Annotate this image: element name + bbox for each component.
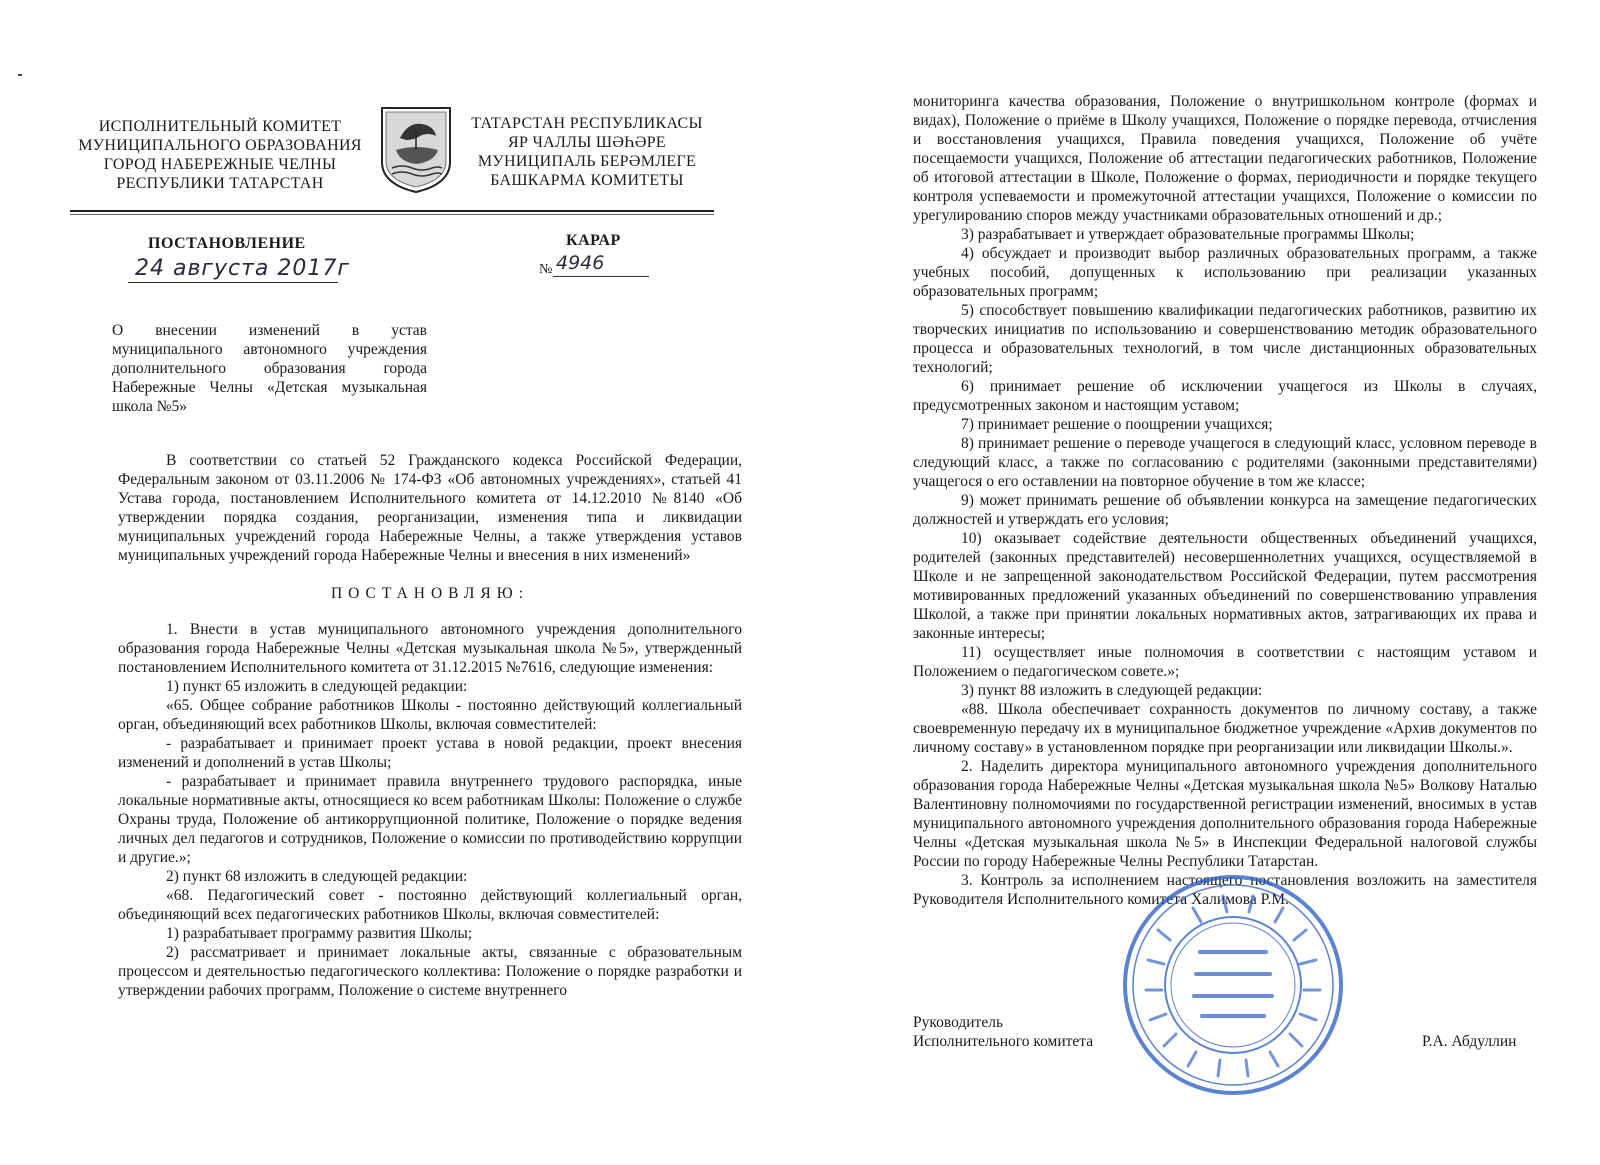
paragraph: мониторинга качества образования, Положение о внутришкольном контроле (формах и видах), Положение о приёме в Школу учащихся, Положение о порядке перевода, отчисления и восстановления учащихся, Правила поведения учащихся, Положение об учёте посещаемости учащихся, Положение об аттестации педагогических работников, Положение об итоговой аттестации в Школе, Положение о формах, периодичности и порядке текущего контроля успеваемости и промежуточной аттестации учащихся, Положение о комиссии по урегулированию споров между участниками образовательных отношений и др.; (913, 93, 1537, 224)
decree-subject: О внесении изменений в устав муниципального автономного учреждения дополнительного образования города Набережные Челны «Детская музыкальная школа №5» (112, 322, 427, 415)
date-underline (128, 282, 338, 283)
header-ru-line: РЕСПУБЛИКИ ТАТАРСТАН (116, 175, 324, 192)
signature-role-line2: Исполнительного комитета (913, 1033, 1094, 1050)
paragraph: - разрабатывает и принимает проект устава в новой редакции, проект внесения изменений и дополнений в устав Школы; (118, 735, 742, 771)
header-tatar (462, 114, 712, 190)
decree-date: 24 августа 2017г (135, 256, 350, 281)
paragraph: 11) осуществляет иные полномочия в соответствии с настоящим уставом и Положением о педагогическом совете.»; (913, 644, 1537, 680)
paragraph: «88. Школа обеспечивает сохранность документов по личному составу, а также своевременную передачу их в муниципальное бюджетное учреждение «Архив документов по личному составу» в установленном порядке при реорганизации или ликвидации Школы.». (913, 701, 1537, 756)
paragraph: «68. Педагогический совет - постоянно действующий коллегиальный орган, объединяющий всех педагогических работников Школы, включая совместителей: (118, 887, 742, 923)
scan-speck (18, 74, 22, 76)
coat-of-arms-icon (378, 104, 454, 194)
header-tt-line: МУНИЦИПАЛЬ БЕРӘМЛЕГЕ (477, 153, 697, 170)
decree-title-ru: ПОСТАНОВЛЕНИЕ (148, 235, 306, 252)
header-rule-thick (70, 210, 714, 212)
header-ru-line: ГОРОД НАБЕРЕЖНЫЕ ЧЕЛНЫ (103, 156, 337, 173)
paragraph: 2. Наделить директора муниципального автономного учреждения дополнительного образования города Набережные Челны «Детская музыкальная школа №5» Волкову Наталью Валентиновну полномочиями по государственной регистрации изменений, вносимых в устав муниципального автономного учреждения дополнительного образования города Набережные Челны «Детская музыкальная школа №5» в Инспекции Федеральной налоговой службы России по городу Набережные Челны Республики Татарстан. (913, 758, 1537, 870)
official-stamp-icon (1118, 870, 1348, 1100)
paragraph: 7) принимает решение о поощрении учащихся; (961, 416, 1273, 433)
paragraph: - разрабатывает и принимает правила внутреннего трудового распорядка, иные локальные нормативные акты, относящиеся ко всем работникам Школы: Положение о службе Охраны труда, Положение об антикоррупционной политике, Положение о порядке ведения личных дел педагогов и сотрудников, Положение о комиссии по противодействию коррупции и другие.»; (118, 773, 742, 866)
preamble: В соответствии со статьей 52 Гражданского кодекса Российской Федерации, Федеральным законом от 03.11.2006 № 174-ФЗ «Об автономных учреждениях», статьей 41 Устава города, постановлением Исполнительного комитета от 14.12.2010 №8140 «Об утверждении порядка создания, реорганизации, изменения типа и ликвидации муниципальных учреждений города Набережные Челны, а также утверждения уставов муниципальных учреждений города Набережные Челны и внесения в них изменений» (118, 452, 742, 564)
header-ru-line: ИСПОЛНИТЕЛЬНЫЙ КОМИТЕТ (98, 118, 342, 135)
signature-role-line1: Руководитель (913, 1014, 1004, 1031)
signature-name: Р.А. Абдуллин (1422, 1033, 1517, 1050)
left-body (118, 451, 742, 1000)
paragraph: 3) пункт 88 изложить в следующей редакции: (961, 682, 1263, 699)
paragraph: 10) оказывает содействие деятельности общественных объединений учащихся, родителей (законных представителей) несовершеннолетних учащихся, осуществляемой в Школе и не запрещенной законодательством Российской Федерации, путем рассмотрения мотивированных предложений указанных объединений по совершенствованию управления Школой, а также при принятии локальных нормативных актов, затрагивающих их права и законные интересы; (913, 530, 1537, 642)
paragraph: 3. Контроль за исполнением настоящего постановления возложить на заместителя Руководителя Исполнительного комитета Халимова Р.М. (913, 872, 1537, 908)
paragraph: 2) пункт 68 изложить в следующей редакции: (166, 868, 468, 885)
decree-number: 4946 (556, 252, 605, 274)
header-russian (70, 117, 370, 193)
decree-title-tt: КАРАР (566, 232, 621, 249)
header-tt-line: ЯР ЧАЛЛЫ ШӘҺӘРЕ (508, 134, 666, 151)
header-tt-line: БАШКАРМА КОМИТЕТЫ (490, 172, 684, 189)
paragraph: 4) обсуждает и производит выбор различных образовательных программ, а также учебных пособий, допущенных к использованию при реализации указанных образовательных программ; (913, 245, 1537, 300)
paragraph: 2) рассматривает и принимает локальные акты, связанные с образовательным процессом и деятельностью педагогического коллектива: Положение о порядке разработки и утверждении рабочих программ, Положение о системе внутреннего (118, 944, 742, 999)
paragraph: 1) пункт 65 изложить в следующей редакции: (166, 678, 468, 695)
paragraph: 9) может принимать решение об объявлении конкурса на замещение педагогических должностей и утверждать его условия; (913, 492, 1537, 528)
paragraph: 5) способствует повышению квалификации педагогических работников, развитию их творческих инициатив по использованию и совершенствованию методик образовательного процесса и образовательных технологий, в том числе дистанционных образовательных технологий; (913, 302, 1537, 376)
header-rule-thin (70, 214, 714, 215)
right-body (913, 92, 1537, 909)
header-ru-line: МУНИЦИПАЛЬНОГО ОБРАЗОВАНИЯ (78, 137, 362, 154)
paragraph: 3) разрабатывает и утверждает образовательные программы Школы; (961, 226, 1415, 243)
paragraph: 1. Внести в устав муниципального автономного учреждения дополнительного образования города Набережные Челны «Детская музыкальная школа №5», утвержденный постановлением Исполнительного комитета от 31.12.2015 №7616, следующие изменения: (118, 621, 742, 676)
number-underline (553, 276, 649, 277)
paragraph: 8) принимает решение о переводе учащегося в следующий класс, условном переводе в следующий класс, а также по согласованию с родителями (законными представителями) учащегося о его оставлении на повторное обучение в том же классе; (913, 435, 1537, 490)
number-label: № (539, 262, 553, 277)
header-tt-line: ТАТАРСТАН РЕСПУБЛИКАСЫ (471, 115, 703, 132)
paragraph: 6) принимает решение об исключении учащегося из Школы в случаях, предусмотренных законом и настоящим уставом; (913, 378, 1537, 414)
resolve-heading: ПОСТАНОВЛЯЮ: (330, 585, 530, 602)
left-page (0, 0, 780, 1165)
paragraph: «65. Общее собрание работников Школы - постоянно действующий коллегиальный орган, объединяющий всех работников Школы, включая совместителей: (118, 697, 742, 733)
paragraph: 1) разрабатывает программу развития Школы; (166, 925, 473, 942)
